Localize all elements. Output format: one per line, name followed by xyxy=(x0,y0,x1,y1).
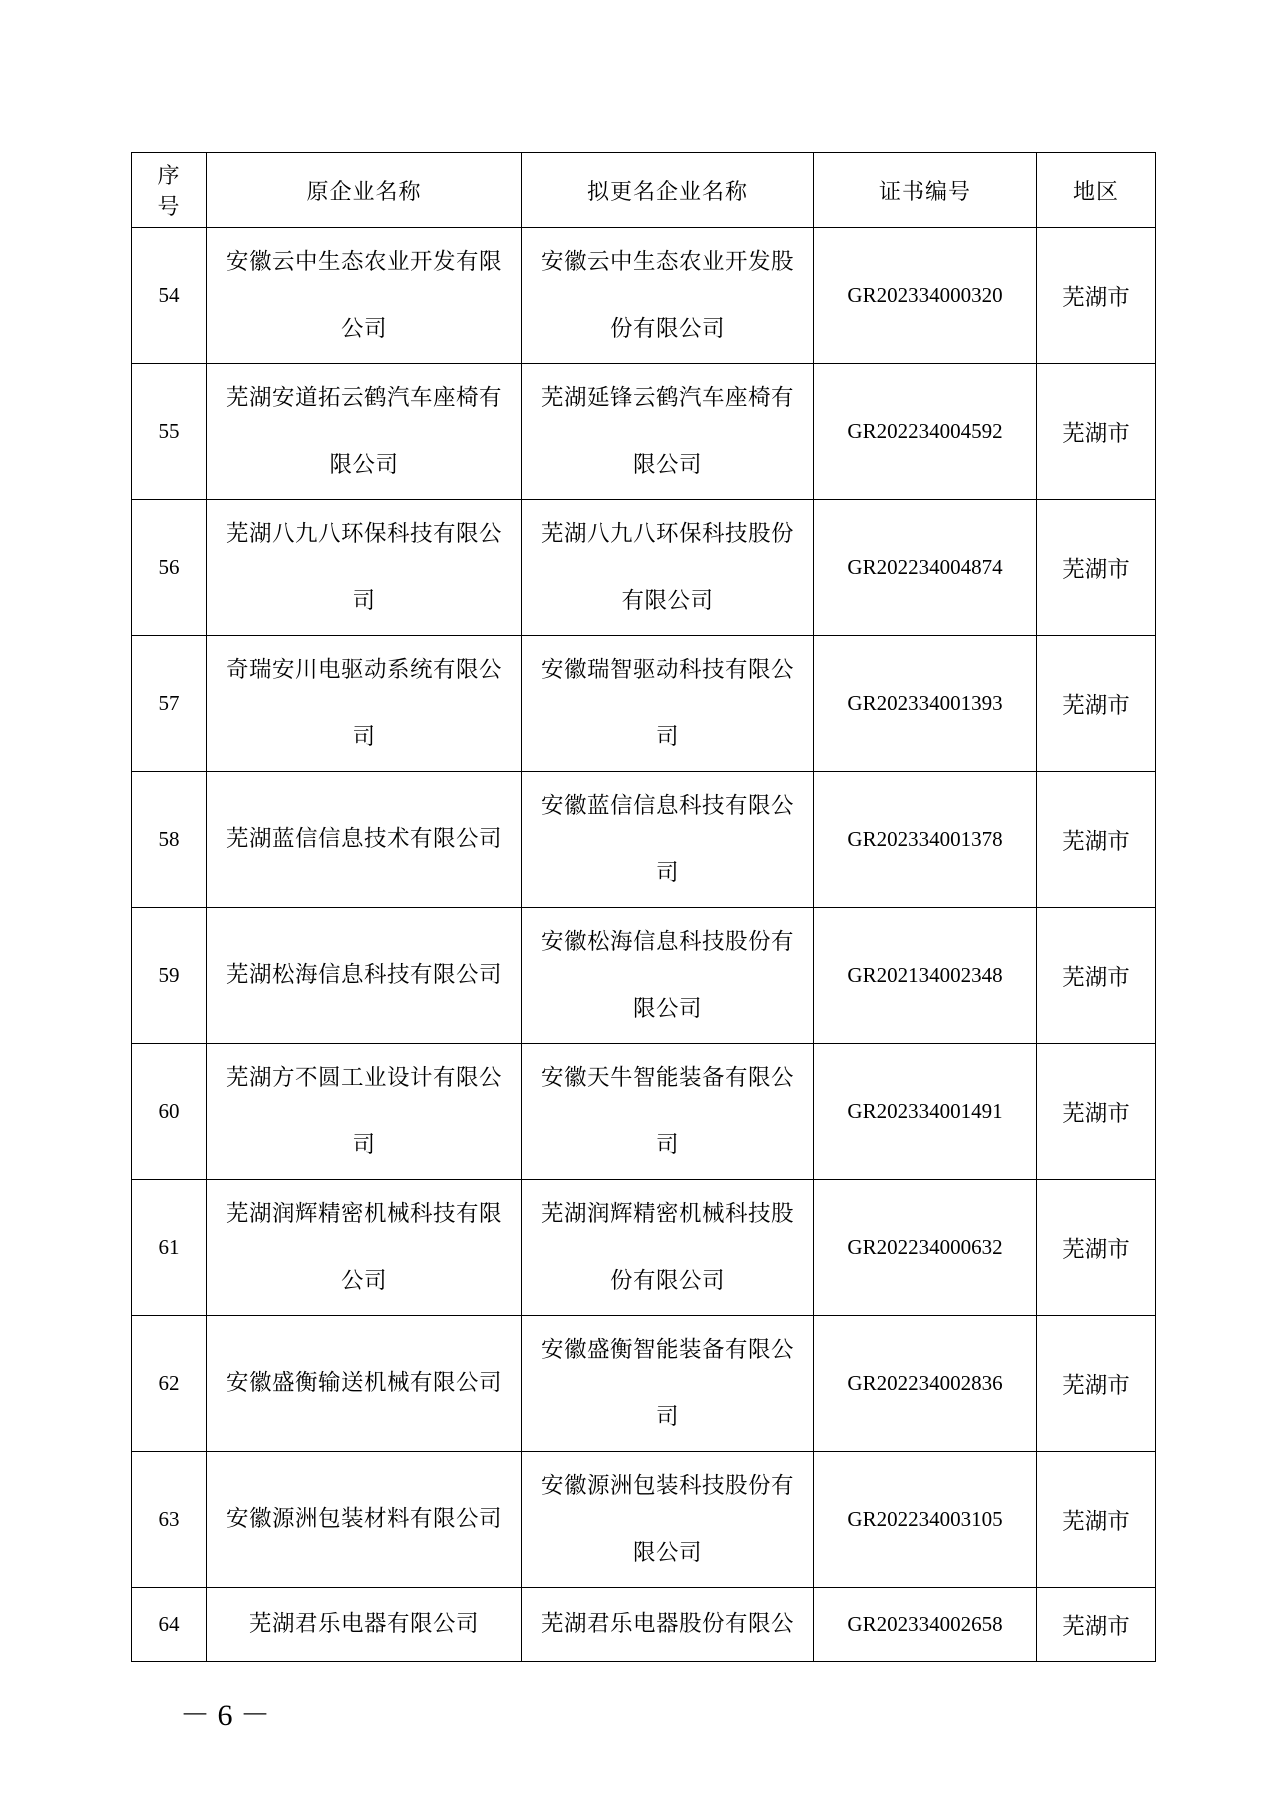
row-original-name: 芜湖八九八环保科技有限公司 xyxy=(207,500,522,636)
table-row xyxy=(132,1044,1156,1180)
row-seq: 56 xyxy=(132,500,207,636)
row-region: 芜湖市 xyxy=(1037,228,1156,364)
row-new-name: 安徽盛衡智能装备有限公司 xyxy=(522,1316,814,1452)
row-original-name: 安徽云中生态农业开发有限公司 xyxy=(207,228,522,364)
row-seq: 59 xyxy=(132,908,207,1044)
row-seq: 61 xyxy=(132,1180,207,1316)
row-seq: 60 xyxy=(132,1044,207,1180)
table-row xyxy=(132,500,1156,636)
table-row xyxy=(132,228,1156,364)
row-certificate: GR202234004592 xyxy=(814,364,1037,500)
row-certificate: GR202234002836 xyxy=(814,1316,1037,1452)
row-certificate: GR202334001378 xyxy=(814,772,1037,908)
row-certificate: GR202234000632 xyxy=(814,1180,1037,1316)
table-row xyxy=(132,1588,1156,1662)
row-certificate: GR202334001393 xyxy=(814,636,1037,772)
row-seq: 58 xyxy=(132,772,207,908)
row-certificate: GR202234004874 xyxy=(814,500,1037,636)
row-new-name: 安徽蓝信信息科技有限公司 xyxy=(522,772,814,908)
company-rename-table xyxy=(131,152,1156,1662)
row-original-name: 芜湖蓝信信息技术有限公司 xyxy=(207,772,522,908)
row-new-name: 芜湖八九八环保科技股份有限公司 xyxy=(522,500,814,636)
row-region: 芜湖市 xyxy=(1037,908,1156,1044)
row-seq: 57 xyxy=(132,636,207,772)
row-new-name: 安徽源洲包装科技股份有限公司 xyxy=(522,1452,814,1588)
table-row xyxy=(132,364,1156,500)
row-new-name: 芜湖润辉精密机械科技股份有限公司 xyxy=(522,1180,814,1316)
row-certificate: GR202234003105 xyxy=(814,1452,1037,1588)
row-region: 芜湖市 xyxy=(1037,772,1156,908)
row-region: 芜湖市 xyxy=(1037,1316,1156,1452)
row-original-name: 芜湖方不圆工业设计有限公司 xyxy=(207,1044,522,1180)
table-row xyxy=(132,636,1156,772)
row-new-name: 安徽天牛智能装备有限公司 xyxy=(522,1044,814,1180)
row-original-name: 芜湖君乐电器有限公司 xyxy=(207,1588,522,1662)
row-seq: 55 xyxy=(132,364,207,500)
row-original-name: 芜湖安道拓云鹤汽车座椅有限公司 xyxy=(207,364,522,500)
row-original-name: 芜湖润辉精密机械科技有限公司 xyxy=(207,1180,522,1316)
row-seq: 62 xyxy=(132,1316,207,1452)
row-certificate: GR202334000320 xyxy=(814,228,1037,364)
table-row xyxy=(132,1180,1156,1316)
table-header-row xyxy=(132,153,1156,228)
row-region: 芜湖市 xyxy=(1037,1180,1156,1316)
header-certificate: 证书编号 xyxy=(814,153,1037,228)
row-region: 芜湖市 xyxy=(1037,1452,1156,1588)
row-region: 芜湖市 xyxy=(1037,636,1156,772)
row-region: 芜湖市 xyxy=(1037,364,1156,500)
row-seq: 63 xyxy=(132,1452,207,1588)
row-new-name: 芜湖延锋云鹤汽车座椅有限公司 xyxy=(522,364,814,500)
row-region: 芜湖市 xyxy=(1037,1588,1156,1662)
header-original-name: 原企业名称 xyxy=(207,153,522,228)
table-row xyxy=(132,1316,1156,1452)
row-seq: 54 xyxy=(132,228,207,364)
row-original-name: 芜湖松海信息科技有限公司 xyxy=(207,908,522,1044)
row-certificate: GR202134002348 xyxy=(814,908,1037,1044)
header-new-name: 拟更名企业名称 xyxy=(522,153,814,228)
row-certificate: GR202334002658 xyxy=(814,1588,1037,1662)
row-region: 芜湖市 xyxy=(1037,1044,1156,1180)
row-new-name: 安徽云中生态农业开发股份有限公司 xyxy=(522,228,814,364)
table-row xyxy=(132,908,1156,1044)
row-new-name: 安徽松海信息科技股份有限公司 xyxy=(522,908,814,1044)
row-certificate: GR202334001491 xyxy=(814,1044,1037,1180)
row-seq: 64 xyxy=(132,1588,207,1662)
row-original-name: 奇瑞安川电驱动系统有限公司 xyxy=(207,636,522,772)
row-original-name: 安徽盛衡输送机械有限公司 xyxy=(207,1316,522,1452)
row-original-name: 安徽源洲包装材料有限公司 xyxy=(207,1452,522,1588)
table-row xyxy=(132,772,1156,908)
table-row xyxy=(132,1452,1156,1588)
row-new-name: 安徽瑞智驱动科技有限公司 xyxy=(522,636,814,772)
row-new-name: 芜湖君乐电器股份有限公 xyxy=(522,1588,814,1662)
row-region: 芜湖市 xyxy=(1037,500,1156,636)
header-region: 地区 xyxy=(1037,153,1156,228)
page-number: － 6 － xyxy=(180,1699,270,1732)
header-seq: 序号 xyxy=(132,153,207,228)
